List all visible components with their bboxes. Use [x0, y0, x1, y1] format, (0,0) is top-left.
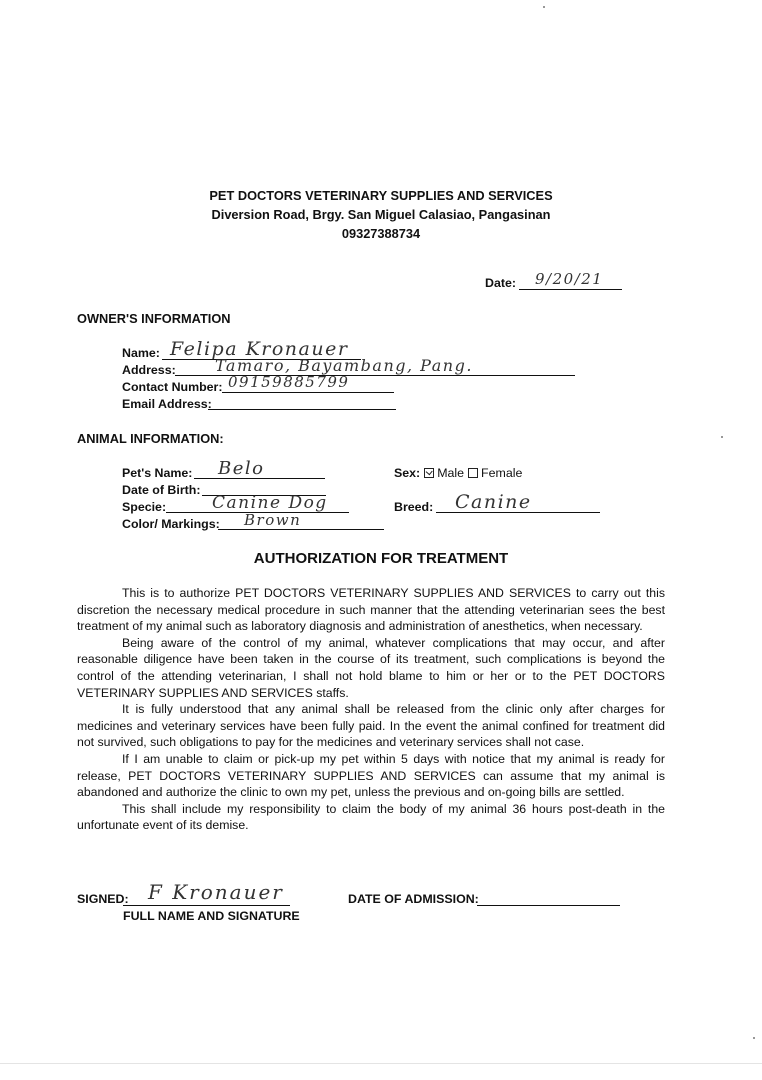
owner-contact-line: [222, 392, 394, 393]
authorization-paragraph: It is fully understood that any animal shall be released from the clinic only after charges for medicines and veterinary services have been fully paid. In the event the animal confined for treatment did not survived, such obligations to pay for the medicines and veterinary services shall not case.: [77, 702, 665, 750]
color-label: Color/ Markings:: [122, 517, 220, 531]
signature-value[interactable]: F Kronauer: [148, 880, 284, 904]
owner-name-value[interactable]: Felipa Kronauer: [170, 338, 349, 360]
business-address: Diversion Road, Brgy. San Miguel Calasiao, Pangasinan: [211, 207, 551, 222]
breed-value[interactable]: Canine: [455, 491, 532, 513]
business-phone: 09327388734: [341, 226, 421, 241]
full-name-signature-label: FULL NAME AND SIGNATURE: [123, 909, 300, 923]
owner-section-title: OWNER'S INFORMATION: [77, 311, 231, 326]
signed-label: SIGNED:: [77, 892, 129, 906]
specie-label: Specie:: [122, 500, 167, 514]
signature-line: [123, 905, 290, 906]
date-value[interactable]: 9/20/21: [535, 270, 604, 288]
sex-male-label: Male: [437, 466, 465, 480]
owner-name-label: Name:: [122, 346, 160, 360]
scan-speck: [543, 6, 545, 8]
color-value[interactable]: Brown: [244, 511, 302, 529]
owner-contact-value[interactable]: 09159885799: [228, 373, 350, 391]
business-name: PET DOCTORS VETERINARY SUPPLIES AND SERVICES: [209, 188, 553, 203]
date-label: Date:: [485, 276, 516, 290]
authorization-body: [77, 585, 665, 834]
sex-female-checkbox[interactable]: [468, 468, 478, 478]
owner-address-value[interactable]: Tamaro, Bayambang, Pang.: [215, 356, 473, 375]
date-line: [519, 289, 622, 290]
authorization-paragraph: If I am unable to claim or pick-up my pet within 5 days with notice that my animal is ready for release, PET DOCTORS VETERINARY SUPPLIES AND SERVICES can assume that my animal is abandoned and authorize the clinic to own my pet, unless the previous and on-going bills are settled.: [77, 751, 665, 800]
scan-edge-line: [0, 1063, 762, 1064]
scan-speck: [753, 1037, 755, 1039]
authorization-paragraph: This is to authorize PET DOCTORS VETERINARY SUPPLIES AND SERVICES to carry out this discretion the necessary medical procedure in such manner that the attending veterinarian sees the best treatment of my animal such as laboratory diagnosis and administration of anesthetics, when necessary.: [77, 586, 665, 634]
specie-value[interactable]: Canine Dog: [212, 493, 328, 513]
dob-label: Date of Birth:: [122, 483, 201, 497]
sex-label: Sex:: [394, 466, 421, 480]
owner-email-label: Email Address:: [122, 397, 212, 411]
color-line: [218, 529, 384, 530]
breed-label: Breed:: [394, 500, 434, 514]
animal-section-title: ANIMAL INFORMATION:: [77, 431, 224, 446]
date-of-admission-line[interactable]: [477, 905, 620, 906]
authorization-paragraph: This shall include my responsibility to claim the body of my animal 36 hours post-death in the unfortunate event of its demise.: [77, 801, 665, 833]
authorization-paragraph: Being aware of the control of my animal, whatever complications that may occur, and after reasonable diligence have been taken in the course of its treatment, such complications is beyond the control of the attending veterinarian, I shall not hold blame to him or her or to the PET DOCTORS VETERINARY SUPPLIES AND SERVICES staffs.: [77, 635, 665, 700]
owner-contact-label: Contact Number:: [122, 380, 223, 394]
pet-name-label: Pet's Name:: [122, 466, 193, 480]
sex-field: [394, 466, 522, 480]
sex-male-checkbox[interactable]: [424, 468, 434, 478]
date-of-admission-label: DATE OF ADMISSION:: [348, 892, 479, 906]
owner-address-label: Address:: [122, 363, 176, 377]
sex-female-label: Female: [481, 466, 523, 480]
pet-name-value[interactable]: Belo: [218, 458, 265, 479]
scan-speck: [721, 436, 723, 438]
authorization-title: AUTHORIZATION FOR TREATMENT: [253, 550, 509, 567]
owner-email-line[interactable]: [208, 409, 396, 410]
